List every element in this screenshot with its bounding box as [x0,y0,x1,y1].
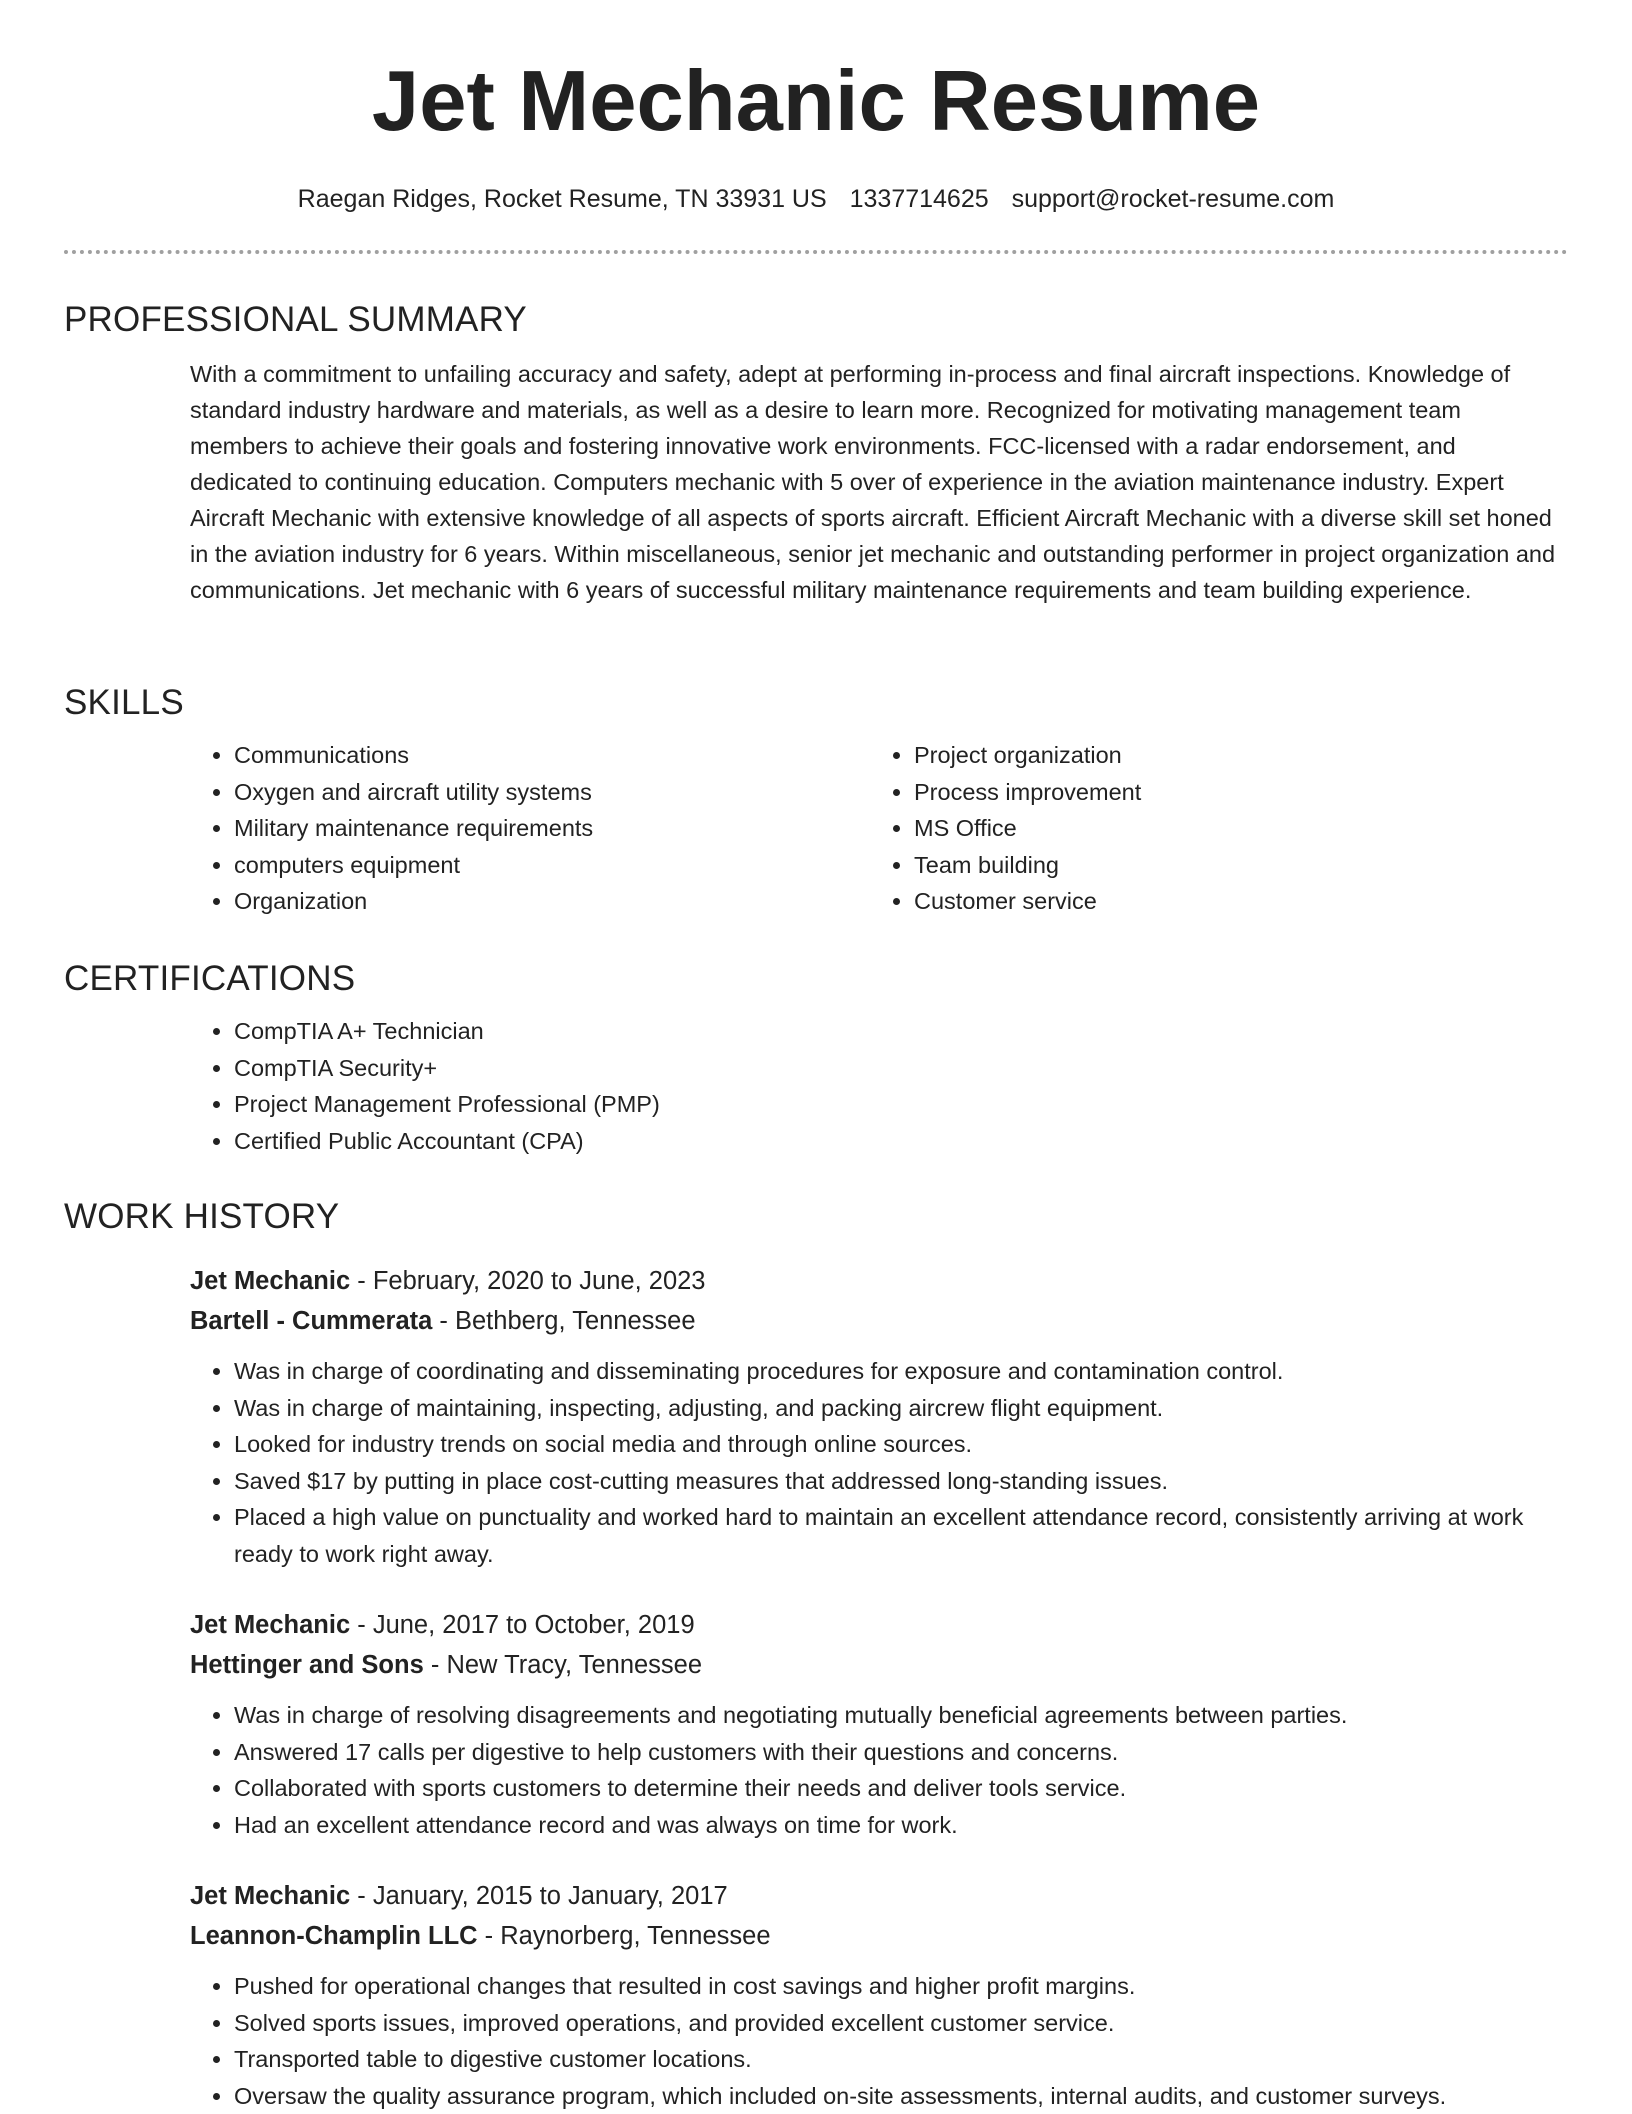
job-bullets [190,1968,1562,2114]
certification-item: • Project Management Professional (PMP) [234,1086,1562,1123]
job-bullet: • Was in charge of resolving disagreements and negotiating mutually beneficial agreements between parties. [234,1697,1562,1734]
job-title-line [190,1261,1562,1301]
skill-item: • MS Office [914,810,1550,847]
skill-item: • Organization [234,883,870,920]
job-2 [190,1605,1562,1843]
summary-section [64,298,1568,608]
job-entry [64,1261,1568,1572]
skill-item: • Military maintenance requirements [234,810,870,847]
job-entry [64,1605,1568,1843]
job-bullet: • Was in charge of coordinating and disseminating procedures for exposure and contamination control. [234,1353,1562,1390]
contact-email: support@rocket-resume.com [1012,185,1335,213]
resume-title: Jet Mechanic Resume [0,52,1632,152]
job-dates: - January, 2015 to January, 2017 [350,1882,728,1910]
job-title-line [190,1876,1562,1916]
skill-item: • Oxygen and aircraft utility systems [234,774,870,811]
job-company: Leannon-Champlin LLC [190,1922,478,1950]
skills-column-right [870,737,1550,920]
job-bullet: • Had an excellent attendance record and was always on time for work. [234,1807,1562,1844]
job-company-line [190,1916,1562,1956]
job-bullets [190,1353,1562,1572]
skill-item: • Process improvement [914,774,1550,811]
skill-item: • computers equipment [234,847,870,884]
skill-item: • Communications [234,737,870,774]
header-divider [64,250,1568,254]
job-title: Jet Mechanic [190,1267,350,1295]
job-title: Jet Mechanic [190,1611,350,1639]
skill-item: • Team building [914,847,1550,884]
job-location: - Bethberg, Tennessee [432,1307,695,1335]
job-company: Bartell - Cummerata [190,1307,432,1335]
skills-section [64,681,1568,920]
job-bullet: • Collaborated with sports customers to determine their needs and deliver tools service. [234,1770,1562,1807]
job-bullet: • Transported table to digestive customer locations. [234,2041,1562,2078]
job-title: Jet Mechanic [190,1882,350,1910]
job-dates: - June, 2017 to October, 2019 [350,1611,695,1639]
job-entry [64,1876,1568,2114]
certifications-section [64,957,1568,1159]
skills-heading: SKILLS [64,681,1568,725]
certifications-column [190,1013,1562,1159]
job-location: - New Tracy, Tennessee [424,1651,702,1679]
job-bullet: • Looked for industry trends on social media and through online sources. [234,1426,1562,1463]
job-bullets [190,1697,1562,1843]
contact-phone: 1337714625 [850,185,989,213]
certifications-heading: CERTIFICATIONS [64,957,1568,1001]
summary-heading: PROFESSIONAL SUMMARY [64,298,1568,342]
contact-address: Raegan Ridges, Rocket Resume, TN 33931 US [298,185,827,213]
certification-item: • CompTIA Security+ [234,1050,1562,1087]
job-dates: - February, 2020 to June, 2023 [350,1267,705,1295]
job-1 [190,1261,1562,1572]
job-company: Hettinger and Sons [190,1651,424,1679]
job-3 [190,1876,1562,2114]
job-bullet: • Placed a high value on punctuality and worked hard to maintain an excellent attendance record, consistently arriving at work ready to work right away. [234,1499,1562,1572]
skills-list-right [870,737,1550,920]
job-bullet: • Saved $17 by putting in place cost-cutting measures that addressed long-standing issues. [234,1463,1562,1500]
certification-item: • CompTIA A+ Technician [234,1013,1562,1050]
certifications-body [190,1013,1568,1159]
summary-text: With a commitment to unfailing accuracy and safety, adept at performing in-process and final aircraft inspections. Knowledge of standard industry hardware and materials, as well as a desire to learn more. Recognized for motivating management team members to achieve their goals and fostering innovative work environments. FCC-licensed with a radar endorsement, and dedicated to continuing education. Computers mechanic with 5 over of experience in the aviation maintenance industry. Expert Aircraft Mechanic with extensive knowledge of all aspects of sports aircraft. Efficient Aircraft Mechanic with a diverse skill set honed in the aviation industry for 6 years. Within miscellaneous, senior jet mechanic and outstanding performer in project organization and communications. Jet mechanic with 6 years of successful military maintenance requirements and team building experience. [190,356,1562,608]
skill-item: • Customer service [914,883,1550,920]
job-bullet: • Pushed for operational changes that resulted in cost savings and higher profit margins. [234,1968,1562,2005]
job-bullet: • Was in charge of maintaining, inspecting, adjusting, and packing aircrew flight equipment. [234,1390,1562,1427]
contact-line [0,182,1632,216]
job-bullet: • Answered 17 calls per digestive to help customers with their questions and concerns. [234,1734,1562,1771]
skill-item: • Project organization [914,737,1550,774]
skills-list-left [190,737,870,920]
work-history-heading: WORK HISTORY [64,1195,1568,1239]
job-bullet: • Solved sports issues, improved operations, and provided excellent customer service. [234,2005,1562,2042]
job-title-line [190,1605,1562,1645]
job-bullet: • Oversaw the quality assurance program, which included on-site assessments, internal audits, and customer surveys. [234,2078,1562,2114]
certifications-list [190,1013,1562,1159]
certification-item: • Certified Public Accountant (CPA) [234,1123,1562,1160]
job-location: - Raynorberg, Tennessee [478,1922,771,1950]
skills-column-left [190,737,870,920]
job-company-line [190,1645,1562,1685]
job-company-line [190,1301,1562,1341]
work-history-section [64,1195,1568,1239]
skills-columns [190,737,1568,920]
